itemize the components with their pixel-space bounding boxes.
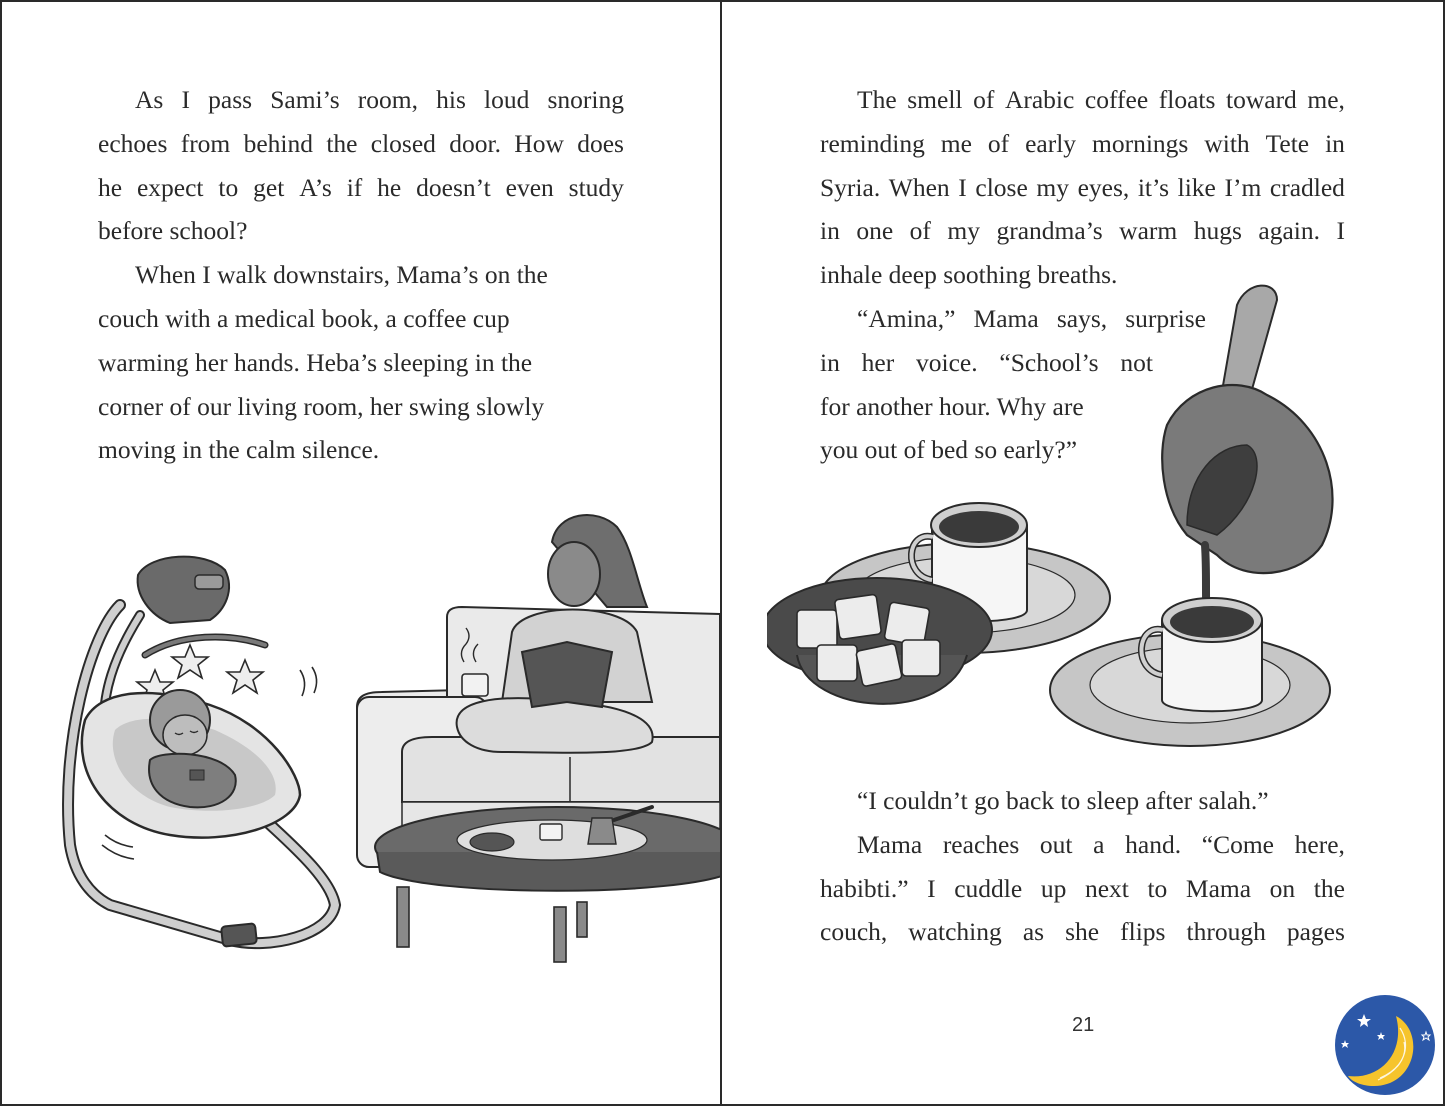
word: in bbox=[1325, 128, 1345, 158]
word: expect bbox=[136, 172, 204, 202]
left-page bbox=[0, 0, 720, 1106]
word: the bbox=[1313, 873, 1345, 903]
word: I bbox=[181, 85, 190, 114]
word: echoes bbox=[98, 128, 168, 158]
text-line bbox=[820, 910, 1345, 954]
text-line bbox=[820, 867, 1345, 911]
word: again. bbox=[1258, 216, 1320, 246]
moon-stars-icon bbox=[1334, 994, 1436, 1096]
text-line bbox=[820, 78, 1345, 122]
word: coffee bbox=[1084, 85, 1149, 114]
coffee-illustration bbox=[767, 275, 1347, 750]
word: of bbox=[973, 85, 995, 114]
word: says, bbox=[1056, 304, 1108, 333]
word: her bbox=[861, 347, 895, 377]
word: of bbox=[909, 216, 931, 246]
word: reaches bbox=[942, 829, 1020, 859]
word: eyes, bbox=[1077, 172, 1130, 202]
text-line bbox=[820, 166, 1345, 210]
word: of bbox=[987, 128, 1010, 158]
word: Mama bbox=[973, 304, 1039, 333]
word: as bbox=[1022, 917, 1045, 947]
word: How bbox=[514, 128, 564, 158]
word: not bbox=[1120, 347, 1153, 377]
word: he bbox=[98, 172, 123, 202]
word: it’s bbox=[1137, 172, 1170, 202]
word: voice. bbox=[916, 347, 978, 377]
word: I’m bbox=[1224, 172, 1262, 202]
word: hand. bbox=[1125, 829, 1182, 859]
word: flips bbox=[1120, 917, 1166, 947]
word: mornings bbox=[1092, 128, 1189, 158]
word: couch, bbox=[820, 917, 888, 947]
text-line: corner of our living room, her swing slowly bbox=[98, 391, 545, 421]
text-line bbox=[98, 166, 624, 210]
word: she bbox=[1065, 917, 1100, 947]
text-line bbox=[820, 122, 1345, 166]
baby-swing-illustration bbox=[30, 545, 360, 965]
word: reminding bbox=[820, 128, 925, 158]
word: grandma’s bbox=[996, 216, 1103, 246]
word: hugs bbox=[1193, 216, 1242, 246]
text-line: warming her hands. Heba’s sleeping in the bbox=[98, 347, 533, 377]
word: if bbox=[346, 172, 363, 202]
word: in bbox=[820, 216, 840, 246]
word: Arabic bbox=[1004, 85, 1075, 114]
word: doesn’t bbox=[416, 172, 491, 202]
word: pass bbox=[208, 85, 253, 114]
word: Syria. bbox=[820, 172, 881, 202]
text-line bbox=[98, 122, 624, 166]
right-page-text-bottom bbox=[820, 779, 1345, 954]
word: through bbox=[1186, 917, 1266, 947]
text-line: moving in the calm silence. bbox=[98, 435, 380, 465]
text-line bbox=[98, 78, 624, 122]
word: Tete bbox=[1265, 128, 1310, 158]
text-line: inhale deep soothing breaths. bbox=[820, 260, 1118, 290]
word: does bbox=[577, 128, 624, 158]
word: closed bbox=[370, 128, 436, 158]
word: cradled bbox=[1269, 172, 1345, 202]
text-line: you out of bed so early?” bbox=[820, 435, 1078, 465]
word: floats bbox=[1158, 85, 1216, 114]
word: Sami’s bbox=[270, 85, 340, 114]
word: snoring bbox=[547, 85, 624, 114]
word: my bbox=[947, 216, 980, 246]
word: As bbox=[135, 85, 164, 114]
word: close bbox=[975, 172, 1028, 202]
word: his bbox=[436, 85, 466, 114]
word: I bbox=[958, 172, 967, 202]
text-line: couch with a medical book, a coffee cup bbox=[98, 303, 510, 333]
word: from bbox=[180, 128, 231, 158]
word: a bbox=[1093, 829, 1105, 859]
page-number: 21 bbox=[1072, 1014, 1095, 1036]
word: to bbox=[1147, 873, 1168, 903]
word: When bbox=[888, 172, 950, 202]
word: even bbox=[505, 172, 554, 202]
word: toward bbox=[1226, 85, 1297, 114]
word: “Come bbox=[1201, 829, 1274, 859]
left-page-text bbox=[98, 78, 624, 472]
word: early bbox=[1025, 128, 1077, 158]
word: room, bbox=[357, 85, 418, 114]
text-line bbox=[820, 823, 1345, 867]
text-line bbox=[820, 209, 1345, 253]
word: one bbox=[856, 216, 894, 246]
word: behind bbox=[243, 128, 313, 158]
word: I bbox=[1336, 216, 1345, 246]
word: warm bbox=[1119, 216, 1178, 246]
word: with bbox=[1204, 128, 1250, 158]
word: me, bbox=[1307, 85, 1345, 114]
word: my bbox=[1036, 172, 1069, 202]
word: the bbox=[326, 128, 358, 158]
word: door. bbox=[449, 128, 501, 158]
word: smell bbox=[907, 85, 963, 114]
right-page bbox=[722, 0, 1445, 1106]
text-line: When I walk downstairs, Mama’s on the bbox=[135, 260, 548, 290]
word: he bbox=[377, 172, 402, 202]
word: study bbox=[568, 172, 624, 202]
text-line: “I couldn’t go back to sleep after salah.” bbox=[857, 786, 1269, 815]
word: surprise bbox=[1125, 304, 1206, 333]
right-page-text-top bbox=[820, 78, 1345, 297]
text-line: for another hour. Why are bbox=[820, 391, 1084, 421]
word: Mama bbox=[1185, 873, 1252, 903]
word: A’s bbox=[299, 172, 332, 202]
word: The bbox=[857, 85, 897, 114]
word: up bbox=[1040, 873, 1067, 903]
word: get bbox=[253, 172, 285, 202]
word: “Amina,” bbox=[857, 304, 956, 333]
word: to bbox=[218, 172, 239, 202]
word: here, bbox=[1294, 829, 1345, 859]
mama-couch-illustration bbox=[352, 502, 720, 967]
text-line: before school? bbox=[98, 216, 248, 246]
word: cuddle bbox=[954, 873, 1023, 903]
word: out bbox=[1039, 829, 1073, 859]
word: on bbox=[1269, 873, 1296, 903]
word: like bbox=[1177, 172, 1216, 202]
word: watching bbox=[908, 917, 1002, 947]
word: Mama bbox=[857, 829, 923, 859]
word: loud bbox=[484, 85, 530, 114]
word: in bbox=[820, 347, 840, 377]
word: I bbox=[927, 873, 936, 903]
word: habibti.” bbox=[820, 873, 909, 903]
word: “School’s bbox=[999, 347, 1099, 377]
word: pages bbox=[1286, 917, 1345, 947]
word: next bbox=[1084, 873, 1129, 903]
word: me bbox=[940, 128, 972, 158]
